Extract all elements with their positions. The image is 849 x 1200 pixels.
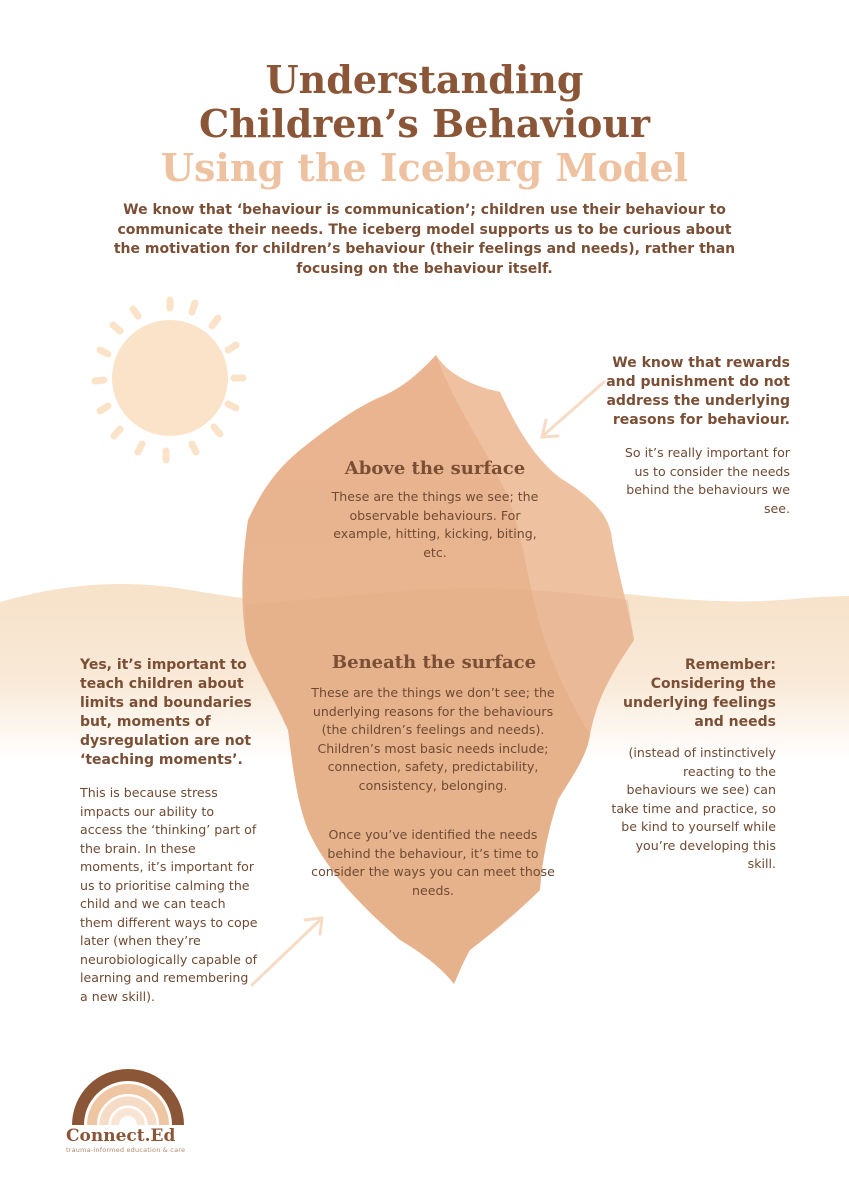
intro-paragraph: We know that ‘behaviour is communication’; children use their behaviour to communicate their needs. The iceberg model supports us to be curious about the motivation for children’s behaviour (their feelings and needs), rather than focusing on the behaviour itself. — [113, 202, 736, 277]
page-title-line1: Understanding — [265, 57, 584, 102]
limits-callout-text: This is because stress impacts our ability to access the ‘thinking’ part of the brain. In these moments, it’s important for us to prioritise calming the child and we can teach them different ways to cope later (when they’re neurobiologically capable of learning and remembering a new skill). — [80, 785, 258, 1004]
sun-icon — [95, 300, 243, 460]
page-subtitle: Using the Iceberg Model — [160, 145, 689, 190]
rewards-callout-text: So it’s really important for us to consider the needs behind the behaviours we see. — [624, 445, 790, 516]
remember-callout-bold: Remember: Considering the underlying feelings and needs — [623, 657, 776, 730]
beneath-surface-text: These are the things we don’t see; the underlying reasons for the behaviours (the children’s feelings and needs). Children’s most basic needs include; connection, safety, predictability, consistency, belonging. — [311, 685, 555, 793]
arrow-icon — [252, 918, 322, 985]
arrow-icon — [542, 382, 604, 437]
logo-name: Connect.Ed — [66, 1126, 176, 1146]
beneath-surface-heading: Beneath the surface — [331, 652, 537, 673]
limits-callout-bold: Yes, it’s important to teach children about limits and boundaries but, moments of dysregulation are not ‘teaching moments’. — [80, 657, 252, 768]
page-title-line2: Children’s Behaviour — [198, 101, 651, 146]
rainbow-logo-icon — [78, 1075, 178, 1125]
beneath-surface-text-2: Once you’ve identified the needs behind the behaviour, it’s time to consider the ways you can meet those needs. — [311, 827, 555, 898]
above-surface-text: These are the things we see; the observable behaviours. For example, hitting, kicking, biting, etc. — [331, 489, 539, 560]
logo-tagline: trauma-informed education & care — [66, 1146, 186, 1154]
rewards-callout-bold: We know that rewards and punishment do not address the underlying reasons for behaviour. — [606, 355, 790, 428]
connect-ed-logo — [66, 1126, 196, 1154]
above-surface-heading: Above the surface — [344, 458, 526, 479]
remember-callout-text: (instead of instinctively reacting to the behaviours we see) can take time and practice, so be kind to yourself while you’re developing this skill. — [611, 745, 776, 871]
